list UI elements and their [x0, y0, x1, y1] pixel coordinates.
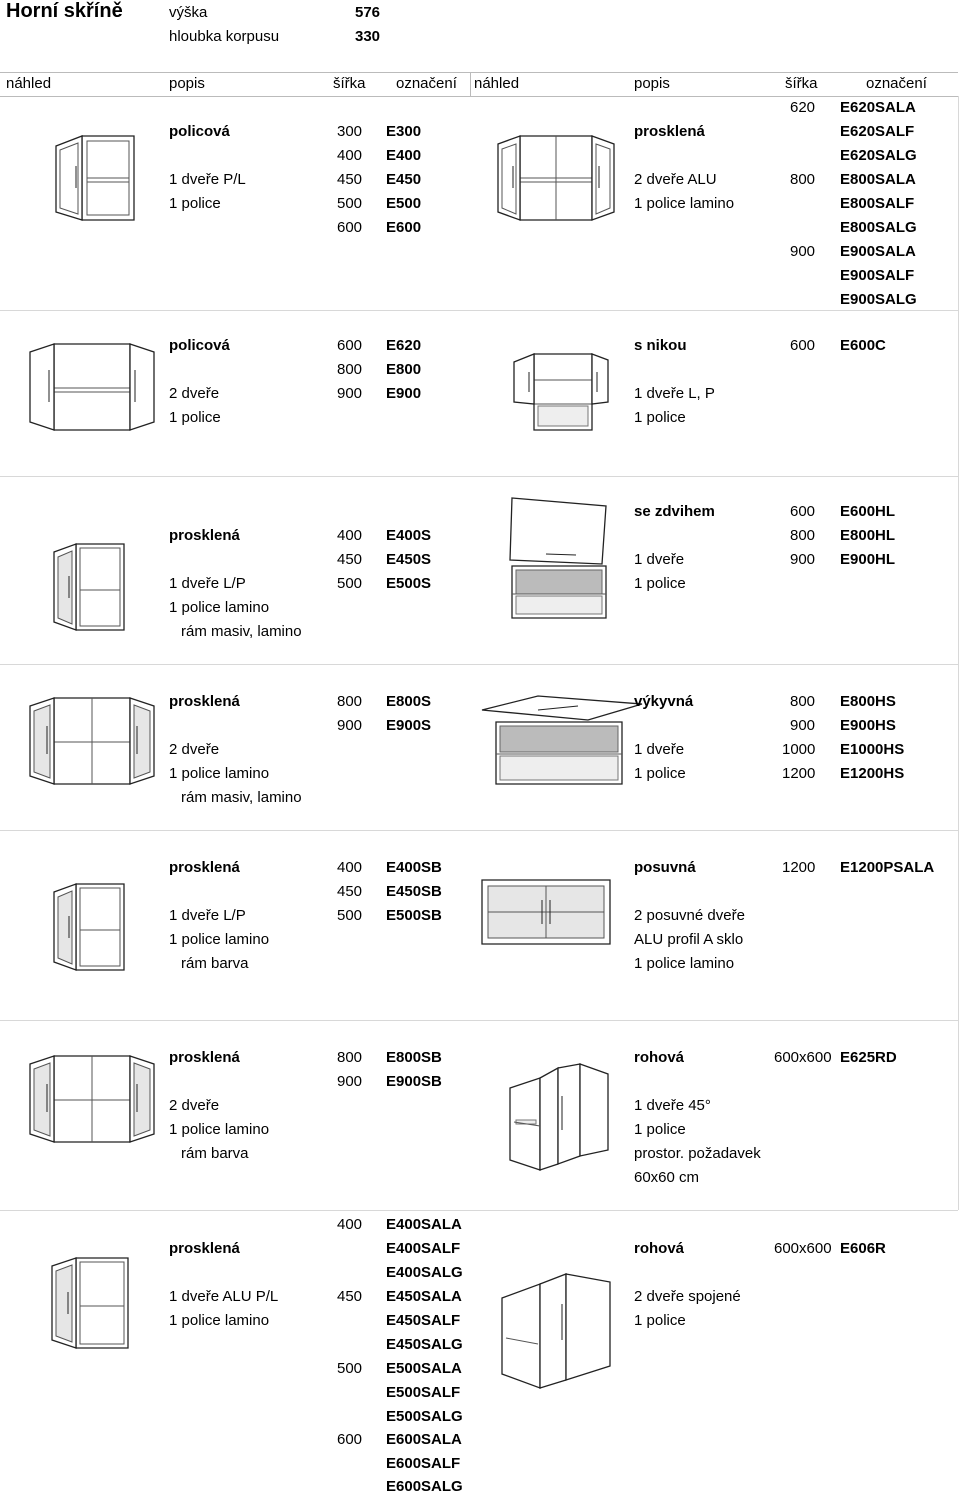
oznaceni-code: E500SALF [386, 1384, 461, 1401]
popis-text: 1 police lamino [169, 599, 270, 616]
col-header-nahled-right: náhled [474, 75, 520, 92]
oznaceni-code: E1000HS [840, 741, 905, 758]
popis-text: 2 dveře ALU [634, 171, 717, 188]
popis-text: 1 police lamino [634, 195, 735, 212]
oznaceni-code: E400SALF [386, 1240, 461, 1257]
sirka-value: 900 [790, 717, 816, 734]
popis-text: 2 dveře spojené [634, 1288, 741, 1305]
cabinet-lift-door-icon [506, 490, 614, 640]
popis-text: policová [169, 337, 230, 354]
cabinet-glass-single-door-color-frame-icon [52, 878, 132, 978]
popis-text: rohová [634, 1049, 685, 1066]
param-value-vyska: 576 [355, 4, 381, 21]
popis-text: 1 police [634, 1121, 686, 1138]
sirka-value: 900 [337, 717, 363, 734]
popis-text: 60x60 cm [634, 1169, 700, 1186]
oznaceni-code: E800SALG [840, 219, 917, 236]
sirka-value: 800 [337, 1049, 363, 1066]
sirka-value: 600 [337, 1431, 363, 1448]
popis-text: 2 dveře [169, 385, 220, 402]
oznaceni-code: E800 [386, 361, 422, 378]
col-header-oznaceni-right: označení [866, 75, 927, 92]
block-separator [0, 476, 958, 477]
sirka-value: 450 [337, 1288, 363, 1305]
cabinet-open-single-door-icon [52, 126, 142, 230]
sirka-value: 800 [337, 361, 363, 378]
popis-text: 2 posuvné dveře [634, 907, 745, 924]
oznaceni-code: E1200PSALA [840, 859, 935, 876]
oznaceni-code: E600SALG [386, 1478, 463, 1495]
oznaceni-code: E1200HS [840, 765, 905, 782]
oznaceni-code: E625RD [840, 1049, 897, 1066]
popis-text: rám masiv, lamino [181, 789, 302, 806]
sirka-value: 800 [790, 527, 816, 544]
oznaceni-code: E600 [386, 219, 422, 236]
header-top-rule [0, 72, 958, 73]
oznaceni-code: E800SALA [840, 171, 916, 188]
sirka-value: 400 [337, 1216, 363, 1233]
oznaceni-code: E600HL [840, 503, 896, 520]
sirka-value: 500 [337, 575, 363, 592]
right-border [958, 96, 959, 1210]
popis-text: prosklená [169, 1049, 240, 1066]
oznaceni-code: E900SALG [840, 291, 917, 308]
popis-text: 2 dveře [169, 1097, 220, 1114]
sirka-value: 900 [790, 551, 816, 568]
oznaceni-code: E800HL [840, 527, 896, 544]
popis-text: prosklená [169, 527, 240, 544]
param-label-vyska: výška [169, 4, 208, 21]
popis-text: 1 police [634, 575, 686, 592]
popis-text: 1 police lamino [169, 1121, 270, 1138]
oznaceni-code: E400SB [386, 859, 442, 876]
popis-text: prosklená [634, 123, 705, 140]
col-header-nahled-left: náhled [6, 75, 52, 92]
sirka-value: 600 [790, 503, 816, 520]
popis-text: 1 dveře L/P [169, 575, 246, 592]
cabinet-swing-up-door-icon [478, 692, 644, 790]
sirka-value: 450 [337, 551, 363, 568]
popis-text: s nikou [634, 337, 687, 354]
oznaceni-code: E400S [386, 527, 432, 544]
sirka-value: 1200 [782, 765, 816, 782]
oznaceni-code: E450SALA [386, 1288, 462, 1305]
popis-text: 1 police lamino [169, 765, 270, 782]
popis-text: 1 dveře 45° [634, 1097, 711, 1114]
block-separator [0, 830, 958, 831]
sirka-value: 800 [337, 693, 363, 710]
oznaceni-code: E600SALF [386, 1455, 461, 1472]
oznaceni-code: E450 [386, 171, 422, 188]
cabinet-glass-two-door-color-frame-icon [28, 1050, 156, 1150]
oznaceni-code: E800SALF [840, 195, 915, 212]
popis-text: ALU profil A sklo [634, 931, 744, 948]
param-label-hloubka: hloubka korpusu [169, 28, 280, 45]
sirka-value: 900 [337, 1073, 363, 1090]
oznaceni-code: E600C [840, 337, 886, 354]
col-header-sirka-right: šířka [785, 75, 818, 92]
sirka-value: 600 [337, 219, 363, 236]
oznaceni-code: E450SALF [386, 1312, 461, 1329]
oznaceni-code: E900 [386, 385, 422, 402]
sirka-value: 500 [337, 1360, 363, 1377]
popis-text: prosklená [169, 1240, 240, 1257]
oznaceni-code: E800SB [386, 1049, 442, 1066]
popis-text: prosklená [169, 859, 240, 876]
popis-text: rám masiv, lamino [181, 623, 302, 640]
col-header-oznaceni-left: označení [396, 75, 457, 92]
oznaceni-code: E500SALA [386, 1360, 462, 1377]
cabinet-glass-two-door-alu-icon [496, 126, 616, 230]
sirka-value: 620 [790, 99, 816, 116]
sirka-value: 600x600 [774, 1240, 832, 1257]
popis-text: 1 dveře L/P [169, 907, 246, 924]
sirka-value: 1200 [782, 859, 816, 876]
block-separator [0, 1210, 958, 1211]
sirka-value: 400 [337, 147, 363, 164]
popis-text: se zdvihem [634, 503, 715, 520]
popis-text: 1 police lamino [634, 955, 735, 972]
sirka-value: 400 [337, 859, 363, 876]
popis-text: 1 police lamino [169, 1312, 270, 1329]
corner-cabinet-two-joined-doors-icon [496, 1270, 616, 1394]
sirka-value: 600x600 [774, 1049, 832, 1066]
popis-text: 1 dveře L, P [634, 385, 715, 402]
popis-text: 1 dveře [634, 551, 685, 568]
cabinet-with-niche-icon [510, 348, 610, 434]
block-separator [0, 664, 958, 665]
popis-text: posuvná [634, 859, 696, 876]
oznaceni-code: E900SB [386, 1073, 442, 1090]
oznaceni-code: E800HS [840, 693, 896, 710]
block-separator [0, 310, 958, 311]
oznaceni-code: E450S [386, 551, 432, 568]
col-header-popis-left: popis [169, 75, 205, 92]
header-bottom-rule [0, 96, 958, 97]
oznaceni-code: E600SALA [386, 1431, 462, 1448]
popis-text: 1 police [169, 195, 221, 212]
popis-text: 1 police [634, 1312, 686, 1329]
oznaceni-code: E900HS [840, 717, 896, 734]
popis-text: 1 dveře [634, 741, 685, 758]
oznaceni-code: E400SALG [386, 1264, 463, 1281]
oznaceni-code: E500SB [386, 907, 442, 924]
sirka-value: 600 [790, 337, 816, 354]
oznaceni-code: E900SALA [840, 243, 916, 260]
sirka-value: 300 [337, 123, 363, 140]
oznaceni-code: E620SALG [840, 147, 917, 164]
popis-text: rám barva [181, 1145, 249, 1162]
oznaceni-code: E400SALA [386, 1216, 462, 1233]
sirka-value: 900 [790, 243, 816, 260]
col-header-sirka-left: šířka [333, 75, 366, 92]
oznaceni-code: E620SALA [840, 99, 916, 116]
popis-text: 1 dveře P/L [169, 171, 246, 188]
popis-text: výkyvná [634, 693, 694, 710]
block-separator [0, 1020, 958, 1021]
col-header-popis-right: popis [634, 75, 670, 92]
popis-text: 1 police [634, 765, 686, 782]
sirka-value: 500 [337, 907, 363, 924]
popis-text: 1 police [634, 409, 686, 426]
oznaceni-code: E900SALF [840, 267, 915, 284]
cabinet-sliding-door-icon [478, 876, 614, 948]
popis-text: rám barva [181, 955, 249, 972]
oznaceni-code: E450SALG [386, 1336, 463, 1353]
popis-text: prosklená [169, 693, 240, 710]
oznaceni-code: E900HL [840, 551, 896, 568]
sirka-value: 450 [337, 171, 363, 188]
sirka-value: 400 [337, 527, 363, 544]
oznaceni-code: E900S [386, 717, 432, 734]
popis-text: 1 dveře ALU P/L [169, 1288, 279, 1305]
sirka-value: 800 [790, 171, 816, 188]
corner-cabinet-45-degree-icon [500, 1060, 612, 1178]
oznaceni-code: E500 [386, 195, 422, 212]
cabinet-glass-single-door-frame-icon [52, 538, 132, 638]
oznaceni-code: E620SALF [840, 123, 915, 140]
header-divider [470, 72, 471, 96]
oznaceni-code: E800S [386, 693, 432, 710]
sirka-value: 800 [790, 693, 816, 710]
popis-text: 1 police lamino [169, 931, 270, 948]
popis-text: prostor. požadavek [634, 1145, 761, 1162]
cabinet-glass-single-door-alu-icon [50, 1252, 134, 1356]
popis-text: rohová [634, 1240, 685, 1257]
cabinet-glass-two-door-frame-icon [28, 692, 156, 792]
oznaceni-code: E500S [386, 575, 432, 592]
oznaceni-code: E300 [386, 123, 422, 140]
popis-text: 2 dveře [169, 741, 220, 758]
sirka-value: 900 [337, 385, 363, 402]
oznaceni-code: E400 [386, 147, 422, 164]
sirka-value: 1000 [782, 741, 816, 758]
param-value-hloubka: 330 [355, 28, 381, 45]
popis-text: policová [169, 123, 230, 140]
oznaceni-code: E500SALG [386, 1408, 463, 1425]
sirka-value: 450 [337, 883, 363, 900]
sirka-value: 600 [337, 337, 363, 354]
sirka-value: 500 [337, 195, 363, 212]
cabinet-shelf-two-door-icon [28, 338, 156, 438]
popis-text: 1 police [169, 409, 221, 426]
oznaceni-code: E620 [386, 337, 422, 354]
oznaceni-code: E606R [840, 1240, 886, 1257]
oznaceni-code: E450SB [386, 883, 442, 900]
page-title: Horní skříně [6, 0, 123, 22]
